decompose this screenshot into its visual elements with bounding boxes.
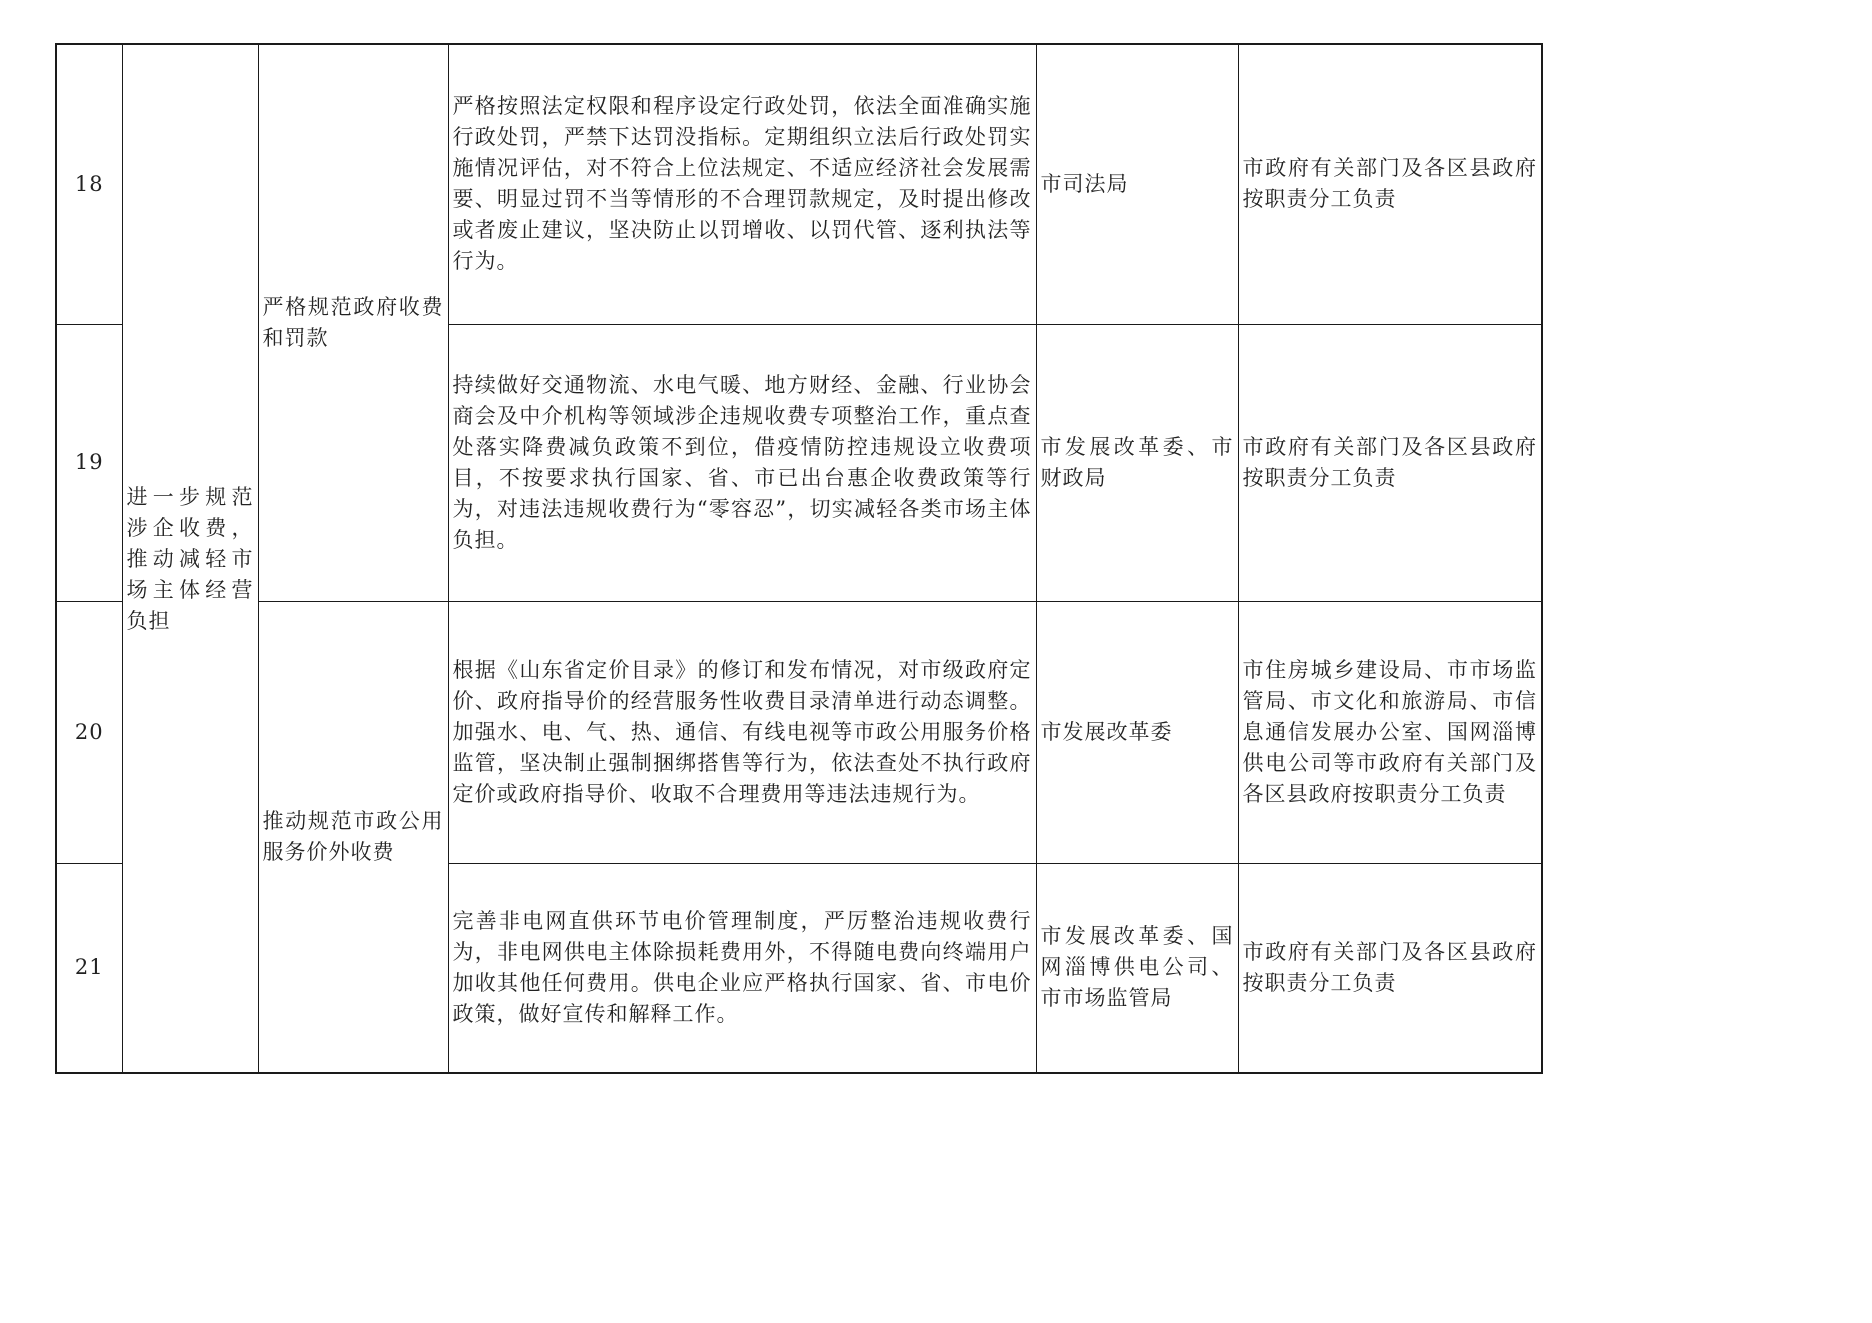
content-cell: 严格按照法定权限和程序设定行政处罚，依法全面准确实施行政处罚，严禁下达罚没指标。定期组织立法后行政处罚实施情况评估，对不符合上位法规定、不适应经济社会发展需要、明显过罚不当等情形的不合理罚款规定，及时提出修改或者废止建议，坚决防止以罚增收、以罚代管、逐利执法等行为。 — [448, 44, 1036, 324]
policy-task-table — [55, 43, 1543, 1074]
table-row — [56, 601, 1542, 863]
row-number: 18 — [56, 44, 122, 324]
subcategory-text: 推动规范市政公用服务价外收费 — [262, 808, 444, 864]
row-number: 21 — [56, 863, 122, 1073]
lead-unit-cell: 市发展改革委 — [1036, 601, 1238, 863]
category-cell — [122, 44, 258, 1073]
subcategory-text: 严格规范政府收费和罚款 — [262, 294, 444, 350]
subcategory-cell — [258, 44, 448, 601]
lead-unit-cell: 市发展改革委、市财政局 — [1036, 324, 1238, 601]
responsible-cell: 市政府有关部门及各区县政府按职责分工负责 — [1238, 863, 1542, 1073]
responsible-cell: 市政府有关部门及各区县政府按职责分工负责 — [1238, 324, 1542, 601]
lead-unit-cell: 市司法局 — [1036, 44, 1238, 324]
content-cell: 持续做好交通物流、水电气暖、地方财经、金融、行业协会商会及中介机构等领域涉企违规收费专项整治工作，重点查处落实降费减负政策不到位，借疫情防控违规设立收费项目，不按要求执行国家、省、市已出台惠企收费政策等行为，对违法违规收费行为“零容忍”，切实减轻各类市场主体负担。 — [448, 324, 1036, 601]
table-row — [56, 44, 1542, 324]
row-number: 20 — [56, 601, 122, 863]
responsible-cell: 市住房城乡建设局、市市场监管局、市文化和旅游局、市信息通信发展办公室、国网淄博供电公司等市政府有关部门及各区县政府按职责分工负责 — [1238, 601, 1542, 863]
row-number: 19 — [56, 324, 122, 601]
responsible-cell: 市政府有关部门及各区县政府按职责分工负责 — [1238, 44, 1542, 324]
category-text: 进一步规范涉企收费，推动减轻市场主体经营负担 — [126, 485, 254, 633]
subcategory-cell — [258, 601, 448, 1073]
content-cell: 根据《山东省定价目录》的修订和发布情况，对市级政府定价、政府指导价的经营服务性收费目录清单进行动态调整。加强水、电、气、热、通信、有线电视等市政公用服务价格监管，坚决制止强制捆绑搭售等行为，依法查处不执行政府定价或政府指导价、收取不合理费用等违法违规行为。 — [448, 601, 1036, 863]
content-cell: 完善非电网直供环节电价管理制度，严厉整治违规收费行为，非电网供电主体除损耗费用外，不得随电费向终端用户加收其他任何费用。供电企业应严格执行国家、省、市电价政策，做好宣传和解释工作。 — [448, 863, 1036, 1073]
lead-unit-cell: 市发展改革委、国网淄博供电公司、市市场监管局 — [1036, 863, 1238, 1073]
